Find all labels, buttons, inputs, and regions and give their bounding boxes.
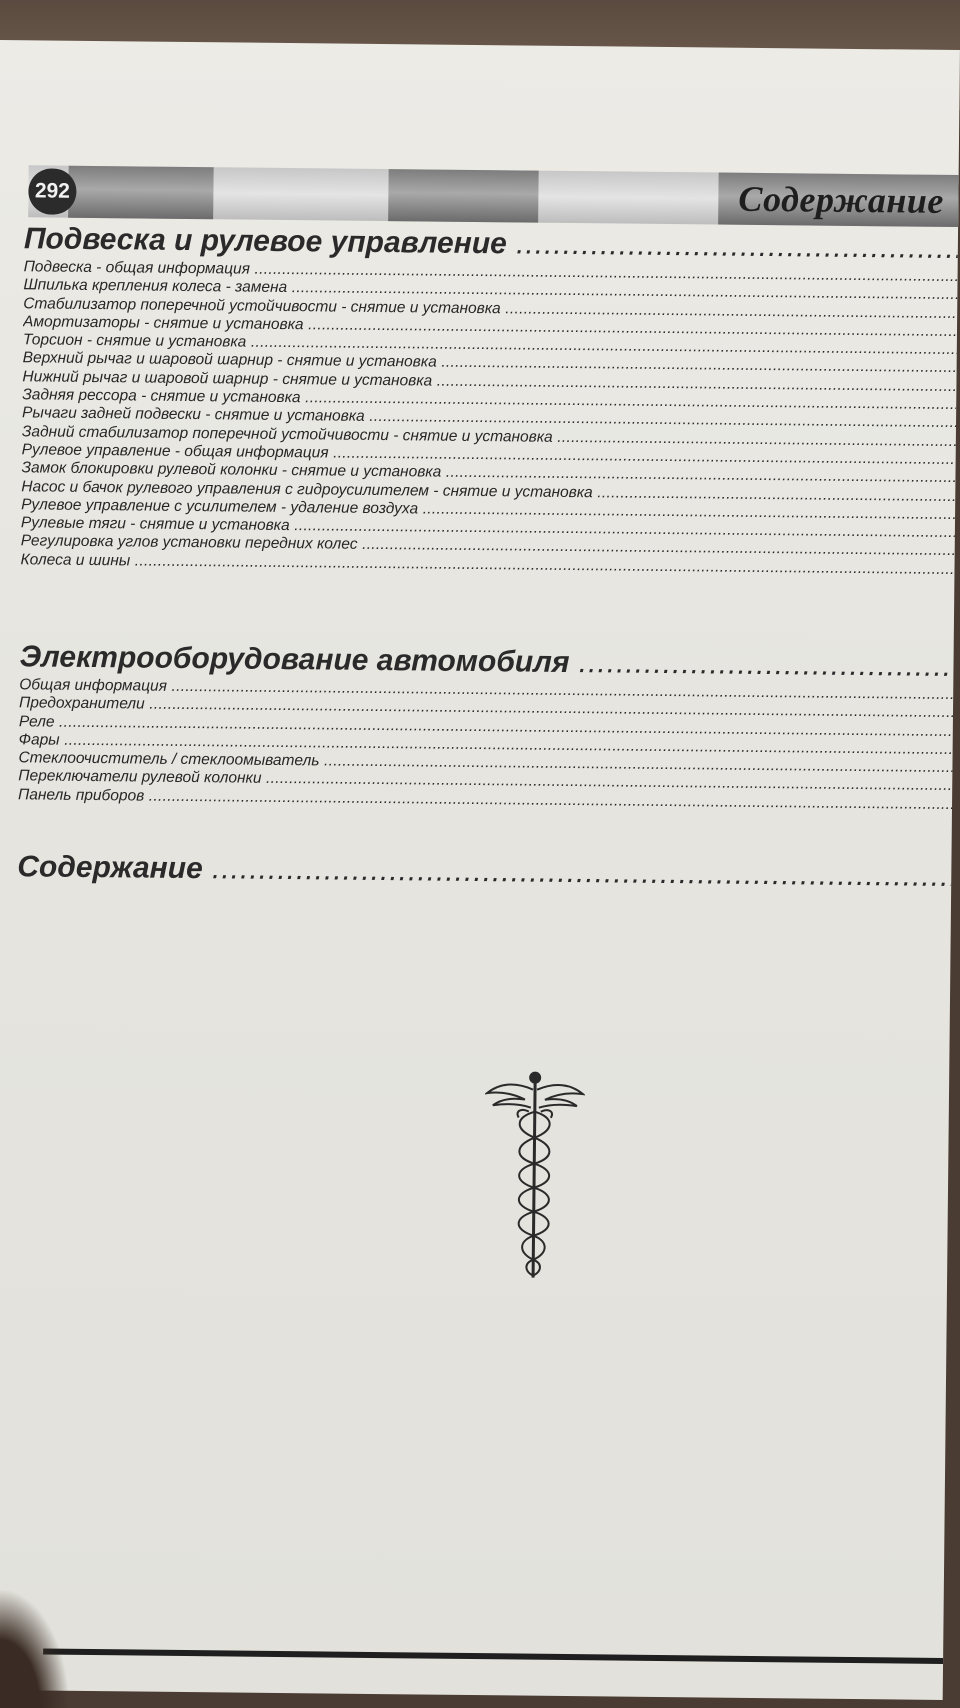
toc-heading-contents: Содержание ..... xyxy=(17,848,951,896)
toc-entry: Реле ..... xyxy=(19,713,953,741)
toc-section-contents xyxy=(17,848,951,896)
toc-entry: Регулировка углов установки передних колес ..... xyxy=(21,533,955,561)
toc-entry: Замок блокировки рулевой колонки - снятие и установка ..... xyxy=(21,460,955,488)
toc-entry: Стабилизатор поперечной устойчивости - снятие и установка ..... xyxy=(23,295,957,323)
caduceus-icon xyxy=(483,1067,585,1288)
toc-section-suspension xyxy=(20,220,958,579)
toc-entry: Нижний рычаг и шаровой шарнир - снятие и установка ..... xyxy=(22,368,956,396)
toc-entry: Предохранители ..... xyxy=(19,695,953,723)
toc-entry: Колеса и шины ..... xyxy=(20,551,954,579)
toc-entry: Амортизаторы - снятие и установка ..... xyxy=(23,313,957,341)
toc-entry: Насос и бачок рулевого управления с гидроусилителем - снятие и установка ..... xyxy=(21,478,955,506)
toc-entry: Общая информация ..... xyxy=(19,676,953,704)
toc-entry: Задний стабилизатор поперечной устойчивости - снятие и установка ..... xyxy=(22,423,956,451)
toc-heading-electrical: Электрооборудование автомобиля ..... xyxy=(19,638,953,686)
toc-entry: Фары ..... xyxy=(19,731,953,759)
toc-entry: Подвеска - общая информация ..... xyxy=(24,258,958,286)
toc-section-electrical xyxy=(18,638,954,814)
page-number: 292 xyxy=(28,168,76,215)
toc-entry: Рулевое управление - общая информация ..... xyxy=(22,441,956,469)
running-header-title: Содержание xyxy=(738,178,945,221)
toc-entry: Рулевые тяги - снятие и установка ..... xyxy=(21,514,955,542)
toc-entry: Панель приборов ..... xyxy=(18,786,952,814)
bottom-rule xyxy=(43,1649,943,1664)
toc-entry: Задняя рессора - снятие и установка ..... xyxy=(22,386,956,414)
hand-shadow xyxy=(0,1588,70,1708)
toc-entry: Рычаги задней подвески - снятие и установка ..... xyxy=(22,405,956,433)
toc-entry: Рулевое управление с усилителем - удаление воздуха ..... xyxy=(21,496,955,524)
book-page xyxy=(0,40,960,1700)
toc-list-electrical xyxy=(18,676,953,814)
toc-heading-suspension: Подвеска и рулевое управление ..... xyxy=(24,220,958,268)
toc-entry: Торсион - снятие и установка ..... xyxy=(23,331,957,359)
toc-list-suspension xyxy=(20,258,957,579)
toc-entry: Стеклоочиститель / стеклоомыватель ..... xyxy=(18,749,952,777)
toc-entry: Шпилька крепления колеса - замена ..... xyxy=(23,277,957,305)
toc-entry: Переключатели рулевой колонки ..... xyxy=(18,768,952,796)
toc-entry: Верхний рычаг и шаровой шарнир - снятие и установка ..... xyxy=(23,350,957,378)
